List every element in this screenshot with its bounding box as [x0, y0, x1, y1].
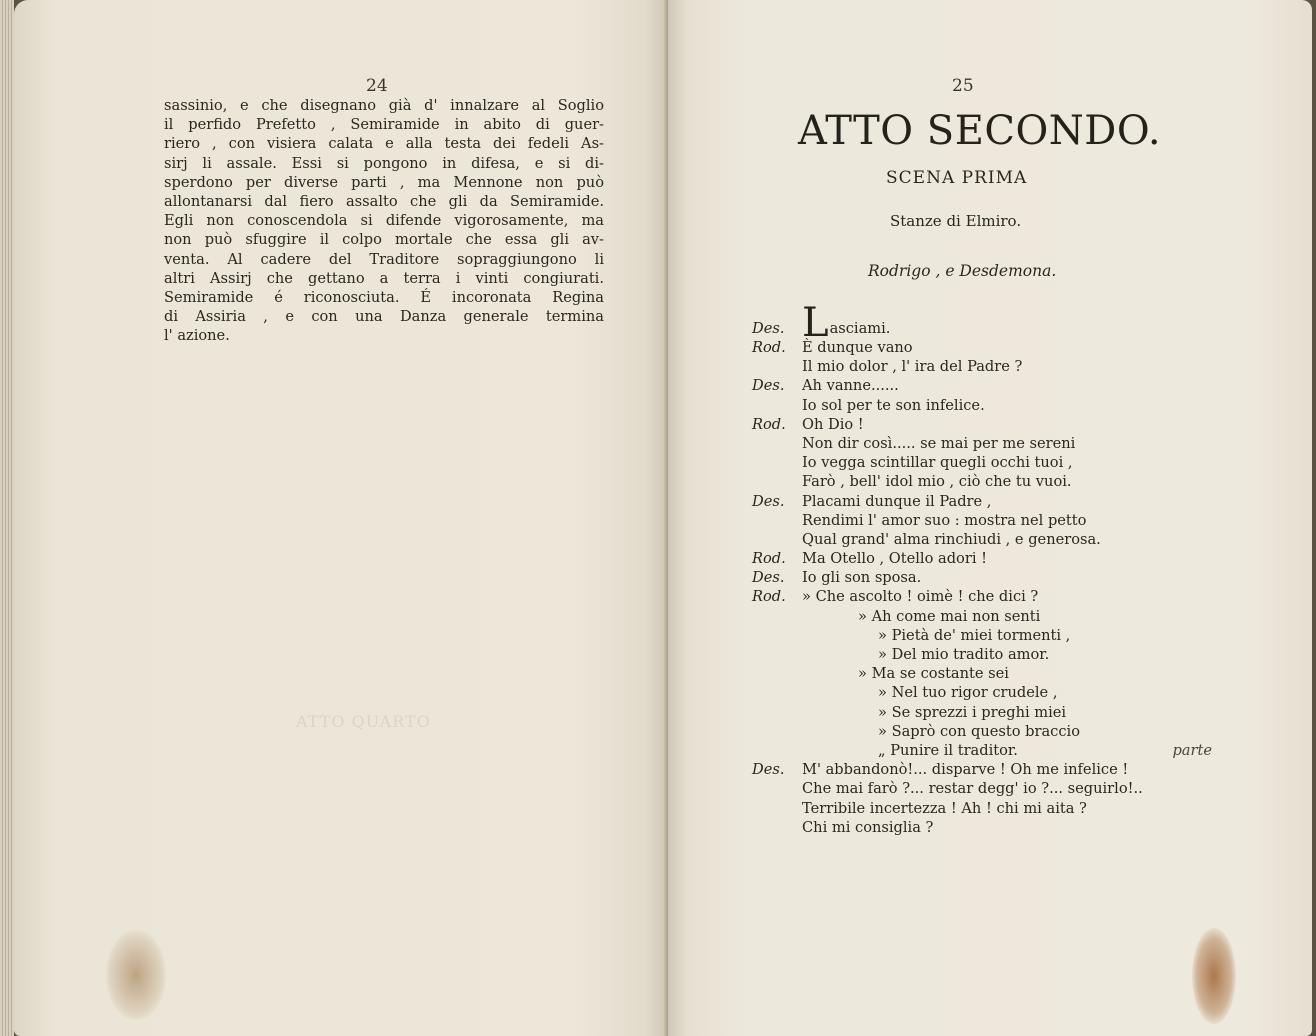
speaker-label: Des. — [752, 377, 785, 395]
verse-text: » Saprò con questo braccio — [878, 722, 1080, 740]
dialogue-line — [752, 549, 1212, 568]
verse-text: » Se sprezzi i preghi miei — [878, 703, 1067, 721]
verse-text: » Pietà de' miei tormenti , — [878, 626, 1071, 644]
page-edges — [0, 0, 14, 1036]
dialogue-line — [752, 415, 1212, 434]
speaker-label: Des. — [752, 319, 785, 337]
verse-text: Ma Otello , Otello adori ! — [802, 550, 987, 568]
speaker-label: Des. — [752, 761, 785, 779]
verse-text: asciami. — [829, 319, 891, 337]
page-number-left: 24 — [366, 76, 388, 96]
speaker-label — [752, 664, 802, 683]
prose-line: non può sfuggire il colpo mortale che essa gli av- — [164, 231, 604, 249]
speaker-label — [752, 683, 802, 702]
foxing-stain — [106, 930, 166, 1020]
dialogue-line — [752, 779, 1212, 798]
dialogue-line — [752, 607, 1212, 626]
speaker-label: Rod. — [752, 339, 786, 356]
prose-line: allontanarsi dal fiero assalto che gli da Semiramide. — [164, 193, 604, 211]
verse-text: M' abbandonò!... disparve ! Oh me infelice ! — [802, 761, 1129, 779]
verse-text: Io vegga scintillar quegli occhi tuoi , — [802, 454, 1073, 472]
prose-line: Egli non conoscendola si difende vigorosamente, ma — [164, 212, 604, 230]
dialogue-line — [752, 664, 1212, 683]
verse-text: Oh Dio ! — [802, 415, 864, 433]
verse-text: Ah vanne...... — [802, 377, 899, 395]
scene-setting: Stanze di Elmiro. — [890, 212, 1022, 230]
verse-text: „ Punire il traditor. — [878, 741, 1018, 759]
verse-text: » Ma se costante sei — [858, 665, 1009, 683]
prose-line: di Assiria , e con una Danza generale termina — [164, 308, 604, 326]
speaker-label — [752, 626, 802, 645]
dialogue-line — [752, 434, 1212, 453]
speaker-label — [752, 511, 802, 530]
speaker-label: Rod. — [752, 415, 786, 433]
speaker-label — [752, 607, 802, 626]
page-number-right: 25 — [952, 76, 974, 96]
dialogue-line — [752, 338, 1212, 357]
speaker-label: Des. — [752, 569, 785, 587]
verse-text: Il mio dolor , l' ira del Padre ? — [802, 358, 1023, 376]
speaker-label — [752, 357, 802, 376]
dialogue-line — [752, 568, 1212, 587]
speaker-label: Rod. — [752, 550, 786, 568]
dialogue-line — [752, 511, 1212, 530]
speaker-label: Rod. — [752, 588, 786, 606]
drop-cap: L — [802, 299, 829, 346]
dialogue-line — [752, 626, 1212, 645]
speaker-label — [752, 645, 802, 664]
verse-text: » Ah come mai non senti — [858, 607, 1041, 625]
verse-text: Chi mi consiglia ? — [802, 818, 934, 836]
prose-paragraph — [164, 96, 604, 346]
verse-text: Io sol per te son infelice. — [802, 396, 985, 414]
dialogue-line — [752, 760, 1212, 779]
prose-line: altri Assirj che gettano a terra i vinti congiurati. — [164, 269, 604, 287]
dialogue-line — [752, 472, 1212, 491]
speaker-label — [752, 703, 802, 722]
verse-text: Non dir così..... se mai per me sereni — [802, 434, 1076, 452]
verse-text: Rendimi l' amor suo : mostra nel petto — [802, 511, 1087, 529]
prose-line: venta. Al cadere del Traditore sopraggiungono li — [164, 250, 604, 268]
dialogue-line — [752, 530, 1212, 549]
verse-text: Che mai farò ?... restar degg' io ?... seguirlo!.. — [802, 780, 1143, 798]
verse-text: Io gli son sposa. — [802, 569, 922, 587]
speaker-label — [752, 434, 802, 453]
left-page — [14, 0, 668, 1036]
speaker-label — [752, 799, 802, 818]
dialogue-line — [752, 299, 1212, 346]
characters-on-stage: Rodrigo , e Desdemona. — [868, 262, 1057, 280]
dialogue-line — [752, 396, 1212, 415]
verse-text: » Nel tuo rigor crudele , — [878, 684, 1058, 702]
prose-line: l' azione. — [164, 327, 230, 345]
prose-line: riero , con visiera calata e alla testa dei fedeli As- — [164, 135, 604, 153]
speaker-label — [752, 722, 802, 741]
verse-text: » Che ascolto ! oimè ! che dici ? — [802, 588, 1039, 606]
dialogue-line — [752, 818, 1212, 837]
verse-text: È dunque vano — [802, 339, 913, 356]
dialogue-line — [752, 453, 1212, 472]
speaker-label — [752, 453, 802, 472]
prose-line: sassinio, e che disegnano già d' innalzare al Soglio — [164, 97, 604, 114]
bleed-through-ink: ATTO QUARTO — [296, 712, 431, 731]
speaker-label — [752, 530, 802, 549]
act-title: ATTO SECONDO. — [798, 108, 1162, 154]
verse-text: Farò , bell' idol mio , ciò che tu vuoi. — [802, 473, 1072, 491]
dialogue-line — [752, 492, 1212, 511]
verse-text: Qual grand' alma rinchiudi , e generosa. — [802, 530, 1101, 548]
speaker-label — [752, 741, 802, 760]
scene-title: SCENA PRIMA — [886, 168, 1028, 188]
speaker-label — [752, 818, 802, 837]
prose-line: il perfido Prefetto , Semiramide in abito di guer- — [164, 116, 604, 134]
dialogue-line — [752, 357, 1212, 376]
speaker-label: Des. — [752, 492, 785, 510]
dialogue-line — [752, 741, 1212, 760]
dialogue-line — [752, 703, 1212, 722]
verse-text: Placami dunque il Padre , — [802, 492, 992, 510]
speaker-label — [752, 472, 802, 491]
prose-line: sperdono per diverse parti , ma Mennone non può — [164, 173, 604, 191]
dialogue-line — [752, 683, 1212, 702]
dialogue-line — [752, 722, 1212, 741]
verse-text: Terribile incertezza ! Ah ! chi mi aita ? — [802, 799, 1087, 817]
dialogue-line — [752, 587, 1212, 606]
prose-line: sirj li assale. Essi si pongono in difesa, e si di- — [164, 154, 604, 172]
foxing-stain — [1192, 928, 1236, 1024]
speaker-label — [752, 396, 802, 415]
dialogue-line — [752, 645, 1212, 664]
dialogue-line — [752, 799, 1212, 818]
dialogue-line — [752, 376, 1212, 395]
speaker-label — [752, 779, 802, 798]
prose-line: Semiramide é riconosciuta. É incoronata Regina — [164, 289, 604, 307]
dialogue-block — [752, 299, 1212, 837]
verse-text: » Del mio tradito amor. — [878, 646, 1050, 663]
stage-direction: parte — [1172, 741, 1212, 759]
